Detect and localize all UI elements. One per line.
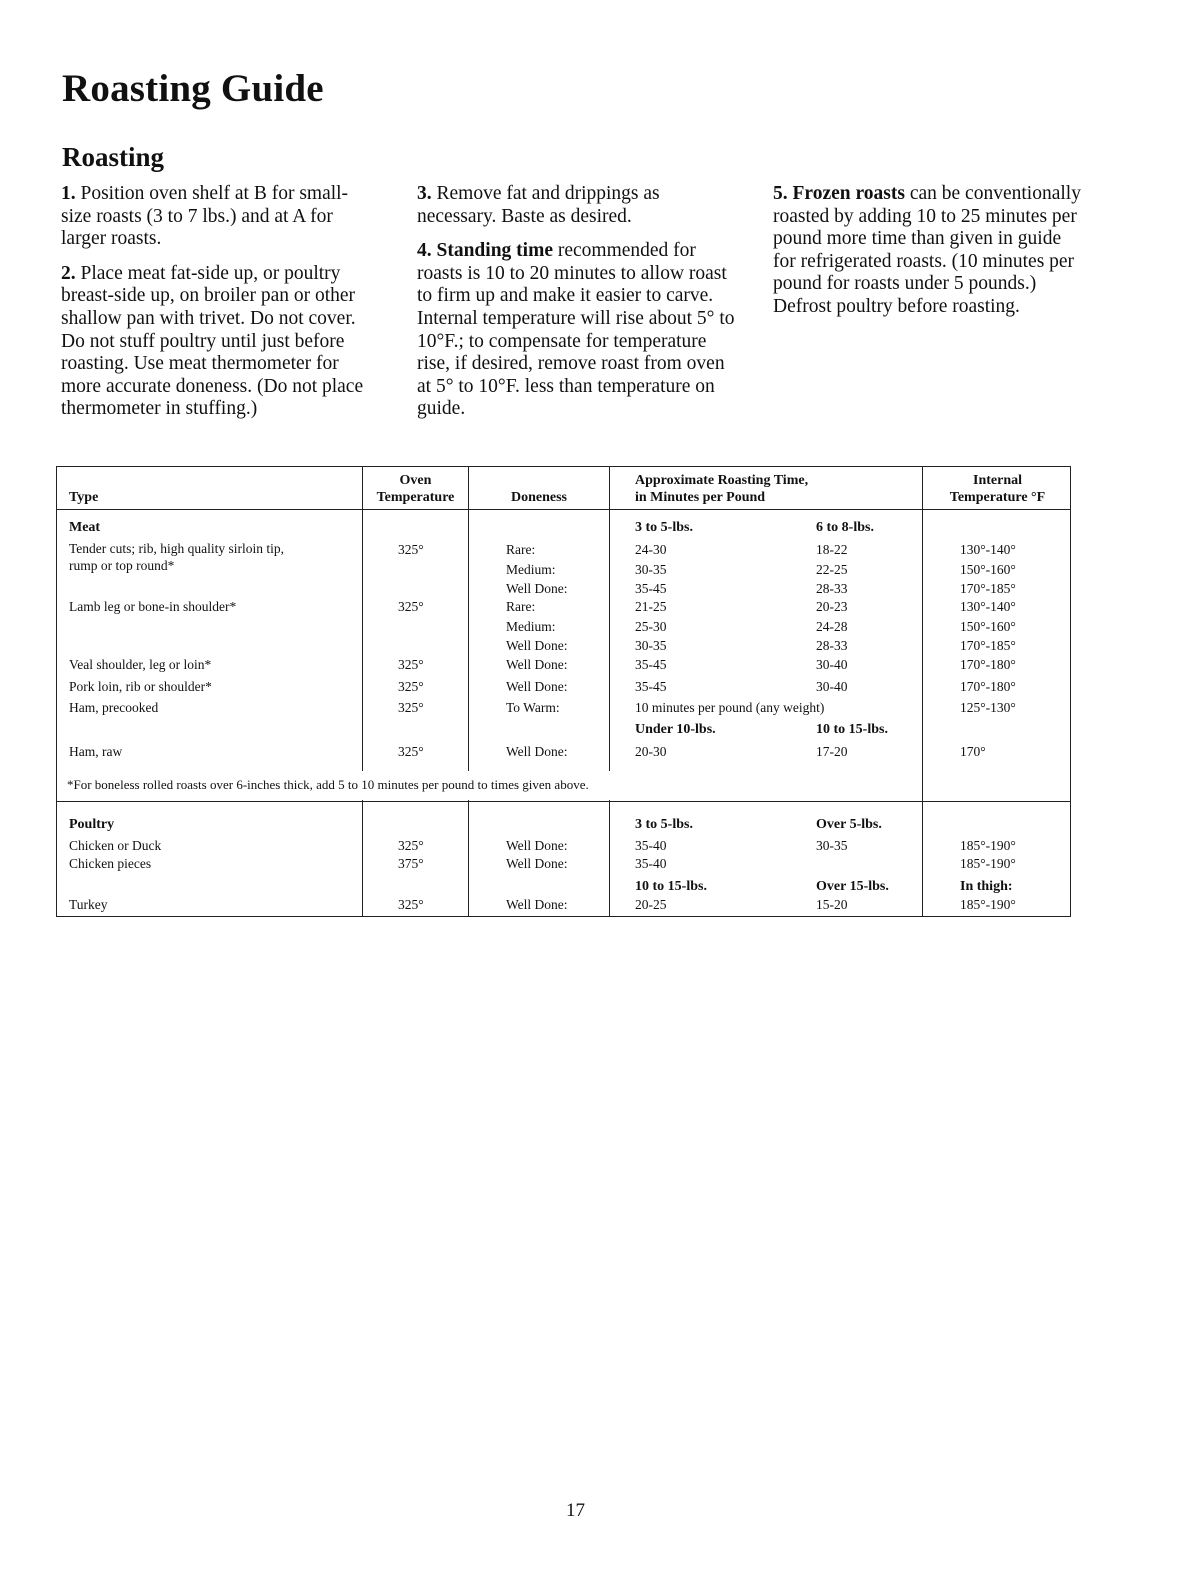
row-turkey-type: Turkey bbox=[69, 897, 108, 912]
doneness-well: Well Done: bbox=[506, 581, 568, 596]
step-emphasis: Standing time bbox=[436, 240, 553, 262]
row-ham-pre-oven: 325° bbox=[398, 700, 424, 715]
row-ham-pre-type: Ham, precooked bbox=[69, 700, 159, 715]
row-turkey-time-b: 15-20 bbox=[816, 897, 848, 912]
doneness-medium: Medium: bbox=[506, 561, 556, 577]
time-value: 24-30 bbox=[635, 542, 667, 557]
row-veal-oven: 325° bbox=[398, 657, 424, 672]
row-ham-raw-time-b: 17-20 bbox=[816, 744, 848, 759]
row-turkey-doneness: Well Done: bbox=[506, 897, 568, 912]
row-lamb-oven: 325° bbox=[398, 599, 424, 614]
header-oven-line1: Oven bbox=[399, 473, 432, 488]
time-value: 18-22 bbox=[816, 542, 848, 557]
turkey-internal-label: In thigh: bbox=[960, 879, 1013, 894]
column-divider bbox=[609, 467, 610, 916]
header-divider bbox=[57, 509, 1070, 510]
row-lamb-time-b bbox=[816, 597, 848, 656]
poultry-label: Poultry bbox=[69, 817, 115, 832]
instructions-column-3 bbox=[773, 183, 1083, 331]
row-pork-time-b: 30-40 bbox=[816, 679, 848, 694]
row-veal-doneness: Well Done: bbox=[506, 657, 568, 672]
step-text: Remove fat and drippings as necessary. Baste as desired. bbox=[417, 183, 660, 227]
row-ham-raw-internal: 170° bbox=[960, 744, 986, 759]
row-ham-pre-time: 10 minutes per pound (any weight) bbox=[635, 700, 825, 715]
row-tender-oven: 325° bbox=[398, 542, 424, 557]
header-time bbox=[635, 472, 808, 506]
column-divider bbox=[468, 467, 469, 916]
row-pieces-time-a: 35-40 bbox=[635, 856, 667, 871]
row-veal-time-b: 30-40 bbox=[816, 657, 848, 672]
row-turkey-internal: 185°-190° bbox=[960, 897, 1016, 912]
section-divider bbox=[57, 801, 1070, 802]
time-value: 21-25 bbox=[635, 599, 667, 614]
page-title: Roasting Guide bbox=[62, 67, 324, 110]
header-internal-line1: Internal bbox=[973, 473, 1022, 488]
page-number: 17 bbox=[566, 1500, 585, 1521]
row-veal-internal: 170°-180° bbox=[960, 657, 1016, 672]
turkey-size-a: 10 to 15-lbs. bbox=[635, 879, 707, 894]
time-value: 30-35 bbox=[635, 638, 667, 653]
step-number: 5. bbox=[773, 183, 788, 204]
ham-size-b: 10 to 15-lbs. bbox=[816, 722, 888, 737]
meat-size-a: 3 to 5-lbs. bbox=[635, 520, 693, 535]
row-ham-raw-time-a: 20-30 bbox=[635, 744, 667, 759]
time-value: 25-30 bbox=[635, 618, 667, 634]
step-5 bbox=[773, 183, 1083, 319]
row-chicken-time-b: 30-35 bbox=[816, 838, 848, 853]
row-veal-type: Veal shoulder, leg or loin* bbox=[69, 657, 212, 672]
row-pieces-doneness: Well Done: bbox=[506, 856, 568, 871]
row-tender-time-a bbox=[635, 540, 667, 599]
doneness-rare: Rare: bbox=[506, 542, 536, 557]
meat-label: Meat bbox=[69, 520, 101, 535]
row-chicken-type: Chicken or Duck bbox=[69, 838, 162, 853]
time-value: 28-33 bbox=[816, 581, 848, 596]
internal-value: 170°-185° bbox=[960, 581, 1016, 596]
header-internal bbox=[923, 472, 1072, 506]
internal-value: 130°-140° bbox=[960, 599, 1016, 614]
step-number: 2. bbox=[61, 262, 76, 284]
row-turkey-oven: 325° bbox=[398, 897, 424, 912]
ham-size-a: Under 10-lbs. bbox=[635, 722, 716, 737]
footnote: *For boneless rolled roasts over 6-inches thick, add 5 to 10 minutes per pound to times given above. bbox=[67, 777, 589, 792]
row-chicken-time-a: 35-40 bbox=[635, 838, 667, 853]
doneness-well: Well Done: bbox=[506, 638, 568, 653]
step-number: 4. bbox=[417, 240, 432, 262]
turkey-size-b: Over 15-lbs. bbox=[816, 879, 889, 894]
row-pork-oven: 325° bbox=[398, 679, 424, 694]
column-divider bbox=[362, 467, 363, 916]
row-pork-type: Pork loin, rib or shoulder* bbox=[69, 679, 212, 694]
step-text: can be conventionally roasted by adding 10 to 25 minutes per pound more time than given in guide for refrigerated roasts. (10 minutes per pound for roasts under 5 pounds.) Defrost poultry before roasting. bbox=[773, 183, 1081, 317]
step-4 bbox=[417, 240, 737, 421]
header-oven-line2: Temperature bbox=[376, 490, 455, 505]
row-tender-doneness bbox=[506, 540, 568, 599]
step-text: Position oven shelf at B for small-size roasts (3 to 7 lbs.) and at A for larger roasts. bbox=[61, 183, 349, 250]
row-pieces-internal: 185°-190° bbox=[960, 856, 1016, 871]
header-time-line2: in Minutes per Pound bbox=[635, 490, 766, 505]
header-time-line1: Approximate Roasting Time, bbox=[635, 473, 809, 488]
row-tender-internal bbox=[960, 540, 1016, 599]
header-oven bbox=[363, 472, 468, 506]
time-value: 28-33 bbox=[816, 638, 848, 653]
type-line: rump or top round* bbox=[69, 558, 175, 573]
row-pork-internal: 170°-180° bbox=[960, 679, 1016, 694]
header-internal-line2: Temperature °F bbox=[949, 490, 1046, 505]
header-doneness: Doneness bbox=[510, 490, 567, 505]
row-tender-type bbox=[69, 540, 284, 574]
poultry-size-a: 3 to 5-lbs. bbox=[635, 817, 693, 832]
header-type: Type bbox=[69, 490, 99, 505]
row-ham-raw-type: Ham, raw bbox=[69, 744, 123, 759]
row-veal-time-a: 35-45 bbox=[635, 657, 667, 672]
poultry-size-b: Over 5-lbs. bbox=[816, 817, 882, 832]
row-chicken-oven: 325° bbox=[398, 838, 424, 853]
type-line: Tender cuts; rib, high quality sirloin tip, bbox=[69, 541, 285, 556]
step-2 bbox=[61, 263, 376, 421]
internal-value: 150°-160° bbox=[960, 618, 1016, 634]
row-ham-pre-doneness: To Warm: bbox=[506, 700, 560, 715]
meat-size-b: 6 to 8-lbs. bbox=[816, 520, 874, 535]
step-1 bbox=[61, 183, 376, 251]
row-chicken-doneness: Well Done: bbox=[506, 838, 568, 853]
column-divider bbox=[922, 467, 923, 916]
row-turkey-time-a: 20-25 bbox=[635, 897, 667, 912]
step-emphasis: Frozen roasts bbox=[792, 183, 905, 204]
step-number: 1. bbox=[61, 183, 76, 204]
roasting-table bbox=[56, 466, 1071, 917]
instructions-column-1 bbox=[61, 183, 376, 433]
row-pieces-oven: 375° bbox=[398, 856, 424, 871]
time-value: 30-35 bbox=[635, 561, 667, 577]
doneness-medium: Medium: bbox=[506, 618, 556, 634]
internal-value: 170°-185° bbox=[960, 638, 1016, 653]
row-pieces-type: Chicken pieces bbox=[69, 856, 152, 871]
section-title: Roasting bbox=[62, 142, 165, 172]
row-lamb-doneness bbox=[506, 597, 568, 656]
row-lamb-time-a bbox=[635, 597, 667, 656]
row-pork-time-a: 35-45 bbox=[635, 679, 667, 694]
row-lamb-internal bbox=[960, 597, 1016, 656]
row-tender-time-b bbox=[816, 540, 848, 599]
time-value: 22-25 bbox=[816, 561, 848, 577]
doneness-rare: Rare: bbox=[506, 599, 536, 614]
row-pork-doneness: Well Done: bbox=[506, 679, 568, 694]
row-ham-raw-doneness: Well Done: bbox=[506, 744, 568, 759]
row-ham-raw-oven: 325° bbox=[398, 744, 424, 759]
step-text: recommended for roasts is 10 to 20 minutes to allow roast to firm up and make it easier to carve. Internal temperature will rise about 5° to 10°F.; to compensate for temperature rise, if desired, remove roast from oven at 5° to 10°F. less than temperature on guide. bbox=[417, 240, 735, 420]
row-lamb-type: Lamb leg or bone-in shoulder* bbox=[69, 599, 237, 614]
internal-value: 130°-140° bbox=[960, 542, 1016, 557]
internal-value: 150°-160° bbox=[960, 561, 1016, 577]
step-text: Place meat fat-side up, or poultry breast-side up, on broiler pan or other shallow pan with trivet. Do not cover. Do not stuff poultry until just before roasting. Use meat thermometer for more accurate doneness. (Do not place thermometer in stuffing.) bbox=[61, 262, 364, 420]
time-value: 24-28 bbox=[816, 618, 848, 634]
time-value: 35-45 bbox=[635, 581, 667, 596]
row-ham-pre-internal: 125°-130° bbox=[960, 700, 1016, 715]
step-number: 3. bbox=[417, 183, 432, 204]
instructions-column-2 bbox=[417, 183, 737, 433]
step-3 bbox=[417, 183, 737, 228]
time-value: 20-23 bbox=[816, 599, 848, 614]
row-chicken-internal: 185°-190° bbox=[960, 838, 1016, 853]
